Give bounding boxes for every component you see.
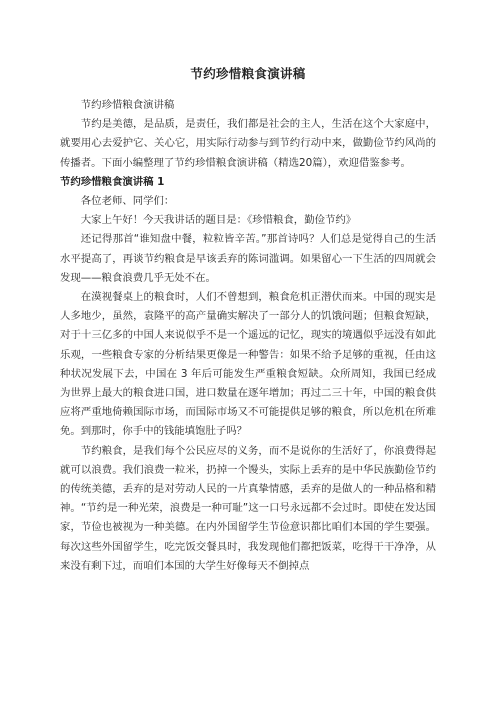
paragraph: 节约珍惜粮食演讲稿 bbox=[80, 99, 175, 111]
paragraph: 在漠视餐桌上的粮食时，人们不曾想到，粮食危机正潜伏而来。中国的现实是人多地少，虽然，袁隆平的高产量确实解决了一部分人的饥饿问题；但粮食短缺，对于十三亿多的中国人来说似乎不是一个遥远的记忆，现实的境遇似乎远没有如此乐观，一些粮食专家的分析结果更像是一种警告：如果不给予足够的重视，任由这种状况发展下去，中国在 3 年后可能发生严重粮食短缺。众所周知，我国已经成为世界上最大的粮食进口国，进口数量在逐年增加；再过二三十年，中国的粮食供应将严重地倚赖国际市场，而国际市场又不可能提供足够的粮食，所以危机在所难免。到那时，你手中的钱能填饱肚子吗？ bbox=[60, 291, 436, 438]
paragraph: 各位老师、同学们： bbox=[80, 195, 175, 208]
document-body bbox=[60, 96, 436, 576]
paragraph: 大家上午好！今天我讲话的题目是：《珍惜粮食，勤俭节约》 bbox=[80, 214, 357, 227]
section-heading: 节约珍惜粮食演讲稿 1 bbox=[60, 175, 165, 188]
paragraph: 还记得那首“谁知盘中餐，粒粒皆辛苦。”那首诗吗？人们总是觉得自己的生活水平提高了，再谈节约粮食是早该丢弃的陈词滥调。如果留心一下生活的四周就会发现——粮食浪费几乎无处不在。 bbox=[60, 233, 436, 284]
paragraph: 节约是美德，是品质，是责任，我们都是社会的主人，生活在这个大家庭中，就要用心去爱护它、关心它，用实际行动参与到节约行动中来，做勤俭节约风尚的传播者。下面小编整理了节约珍惜粮食演讲稿（精选20篇），欢迎借鉴参考。 bbox=[60, 118, 436, 169]
paragraph: 节约粮食，是我们每个公民应尽的义务，而不是说你的生活好了，你浪费得起就可以浪费。我们浪费一粒米，扔掉一个馒头，实际上丢弃的是中华民族勤俭节约的传统美德，丢弃的是对劳动人民的一片真挚情感，丢弃的是做人的一种品格和精神。“节约是一种光荣，浪费是一种可耻”这一口号永远都不会过时。即使在发达国家，节俭也被视为一种美德。在内外国留学生节俭意识都比咱们本国的学生要强。每次这些外国留学生，吃完饭交餐具时，我发现他们都把饭菜，吃得干干净净，从来没有剩下过，而咱们本国的大学生好像每天不倒掉点 bbox=[60, 444, 436, 572]
document-title: 节约珍惜粮食演讲稿 bbox=[190, 66, 306, 81]
